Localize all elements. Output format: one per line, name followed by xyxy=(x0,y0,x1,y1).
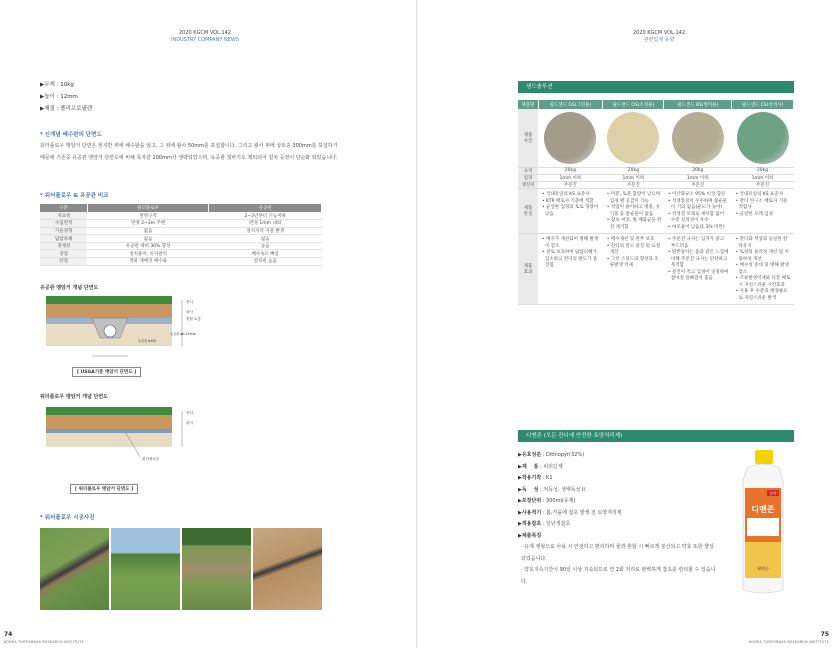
bottle-brand: 디멘존 xyxy=(751,505,775,514)
sand-spec-cell: 주문진 xyxy=(732,182,794,189)
list-item: • 관로 보호하여 답압피해가 감소하고 잔디의 발도가 증진됨 xyxy=(542,250,598,268)
usga-cross-section-diagram xyxy=(40,294,210,369)
sand-sample-photo xyxy=(544,112,596,164)
comparison-table xyxy=(40,204,322,266)
list-item: • 균일한 입경과 토로 형량이 낮음 xyxy=(542,205,599,217)
product-spec: ▶유효성분 : Dithiopyr(32%) xyxy=(518,452,585,458)
list-item: • 석영통질이 우수하며 불순물이 거의 없음(순도가 높아) xyxy=(667,198,728,210)
waterflow-cross-section-diagram xyxy=(40,405,210,463)
sand-product-table xyxy=(518,100,794,305)
sand-row-label: 규격 xyxy=(518,168,538,175)
sand-spec-cell: 1mm 이하 xyxy=(538,175,603,182)
cmp-cell: 2~3년부터 기능저하 xyxy=(209,212,322,220)
list-item: • 잔디 연구소 배토사 기준 적합사 xyxy=(735,198,788,210)
list-item: • 그린 스피드의 향상과 조류발생 억제 xyxy=(606,256,659,268)
sand-photo-cell xyxy=(732,109,794,168)
list-item: • 배수개선 및 관부 보호 xyxy=(606,237,655,242)
cmp-cell: 반경 1mm 내외 xyxy=(209,220,322,228)
list-item: • 잔디의 밀도 증진 및 요철 개선 xyxy=(606,243,661,255)
cmp-cell: 단점 xyxy=(40,258,87,266)
cmp-cell: 작물 재배지 배수용 xyxy=(87,258,209,266)
cmp-cell: 유공관 대비 30% 향상 xyxy=(87,242,209,250)
sand-effect-row-cell xyxy=(538,234,603,305)
sand-spec-cell: 20kg xyxy=(603,168,664,175)
cmp-header: 워터플로우 xyxy=(87,204,209,212)
cmp-cell: 설치지역 자갈 발생 xyxy=(209,227,322,235)
sand-row-label: 입경 xyxy=(518,175,538,182)
fig2-label-waterflow: 워터플로우 xyxy=(142,457,160,461)
fig1-label-mix: 혼합 토층 xyxy=(186,317,202,321)
left-header-section: INDUSTRY COMPANY NEWS xyxy=(170,37,239,43)
sand-feature-row-cell xyxy=(732,189,794,234)
cmp-header: 유공관 xyxy=(209,204,322,212)
sand-effect-row-cell xyxy=(664,234,732,305)
product-spec: ▶작용기작 : K1 xyxy=(518,475,553,481)
construction-photo xyxy=(40,528,109,610)
right-header-section: 관련업계 동향 xyxy=(643,37,675,43)
sand-spec-cell: 주문진 xyxy=(538,182,603,189)
sand-spec-row xyxy=(518,175,794,182)
product-spec: ▶사용적기 : 봄,가을에 잡초 발생 전 토양처리제 xyxy=(518,509,622,516)
sand-sample-photo xyxy=(737,112,789,164)
sand-spec-cell: 20kg xyxy=(538,168,603,175)
fig1-label-pipe: 유공관 ø100 xyxy=(138,339,157,343)
sand-spec-cell: 20kg xyxy=(732,168,794,175)
cmp-row xyxy=(40,235,322,243)
sand-spec-cell: 1mm 이하 xyxy=(603,175,664,182)
spec-weight: ▶무게 : 10kg xyxy=(40,82,74,88)
right-header-vol: 2020 KGCM VOL.142 xyxy=(632,30,686,36)
construction-photo xyxy=(182,528,251,610)
fig2-caption: [ 워터플로우 맹암거 단면도 ] xyxy=(70,484,138,494)
sand-photo-cell xyxy=(538,109,603,168)
cmp-cell: 반영구적 xyxy=(87,212,209,220)
list-item: • 잡초 씨앗, 벌 배출균을 완전 제거함 xyxy=(606,218,662,230)
product-section-title: 디멘존 (모든 잔디에 안전한 토양처리제) xyxy=(518,430,794,442)
sand-effect-row-cell xyxy=(603,234,664,305)
sand-photo-row xyxy=(518,109,794,168)
left-institute: KOREA TURFGRASS RESEARCH INSTITUTE xyxy=(4,640,84,644)
list-item: • 이산화규소 95% 이상 함유 xyxy=(667,192,726,197)
sand-spec-cell: 주문진 xyxy=(664,182,732,189)
product-feature: · 약효지속기간이 90일 이상 지속되므로 연 2회 처리로 완벽하게 잡초를 관리할 수 있습니다. xyxy=(521,567,716,585)
fig2-label-sand: 왕사 xyxy=(186,421,193,425)
cmp-row xyxy=(40,227,322,235)
dimenjon-bottle-image xyxy=(733,448,793,598)
cmp-header: 구분 xyxy=(40,204,87,212)
list-item: • 주문진 규사는 입자가 굵고 부드러움 xyxy=(667,237,725,249)
list-item: • 착업이 용이하고 병충, 유기물 등 불순물이 없음 xyxy=(606,205,661,217)
cmp-cell: 없음 xyxy=(87,227,209,235)
sand-photo-cell xyxy=(664,109,732,168)
sand-sample-photo xyxy=(607,112,659,164)
fig2-label-turf: 잔디 xyxy=(186,411,193,415)
product-spec: ▶독 성 : 저독성, 생태독성 II xyxy=(518,486,585,493)
cmp-row xyxy=(40,250,322,258)
list-item: • 국내유일의 KS 표준사 xyxy=(542,192,590,197)
fig1-title: 유공관 맹암거 개념 단면도 xyxy=(40,285,99,291)
product-spec: ▶제품특징 xyxy=(518,532,542,539)
sand-spec-row xyxy=(518,168,794,175)
sand-header: 필드샌드 GS(그린용) xyxy=(538,100,603,109)
cmp-cell: 지표성 xyxy=(40,212,87,220)
spec-height: ▶높이 : 12mm xyxy=(40,94,78,100)
left-header xyxy=(150,30,260,44)
list-item: • KTR 배토사 기준에 적합 xyxy=(542,198,594,204)
sand-spec-cell: 1mm 이하 xyxy=(664,175,732,182)
list-item: • 분진이 적고 입경이 일정하여 잡아질 플빠짐이 좋음 xyxy=(667,269,729,281)
cmp-cell: 기울경형 xyxy=(40,227,87,235)
sand-row-label: 생산지 xyxy=(518,182,538,189)
sand-photo-cell xyxy=(603,109,664,168)
product-spec: ▶포장단위 : 300ml(유제) xyxy=(518,498,576,504)
cmp-cell: 없음 xyxy=(87,235,209,243)
product-feature: · 유제 제형으로 사용 시 안전하고 편리하며 물과 혼합 시 빠르게 분산되고 약효 또한 향상되었습니다. xyxy=(521,544,714,562)
list-item: • 잔디와 색상과 동일한 칼라유지 xyxy=(735,237,788,249)
spec-material: ▶재질 : 폴리프로필렌 xyxy=(40,106,93,112)
sand-row-label: 제품 효과 xyxy=(518,234,538,305)
sand-row-label: 제품 사진 xyxy=(518,109,538,168)
product-spec: ▶적용잡초 : 일년생잡초 xyxy=(518,521,571,527)
cmp-cell: 경제성 xyxy=(40,242,87,250)
construction-photos xyxy=(40,528,322,610)
list-item: • 사용 후 수분과 태양광으로 자연스러운 발색 xyxy=(735,289,788,301)
sand-row-label: 제품 특징 xyxy=(518,189,538,234)
cmp-cell: 배수속도 빠름 xyxy=(209,250,322,258)
list-item: • 균일한 모래 입경 xyxy=(735,211,773,217)
cmp-row xyxy=(40,242,322,250)
left-page xyxy=(0,0,417,648)
cmp-row xyxy=(40,258,322,266)
sand-effect-row-cell xyxy=(732,234,794,305)
left-header-vol: 2020 KGCM VOL.142 xyxy=(178,30,232,36)
cmp-cell: 수집면적 xyxy=(40,220,87,228)
right-page-number: 75 xyxy=(820,631,829,638)
product-details xyxy=(518,450,718,588)
left-page-number: 74 xyxy=(4,631,13,638)
sand-spec-cell: 20kg xyxy=(664,168,732,175)
sand-feature-row-cell xyxy=(603,189,664,234)
cmp-cell: 없음 xyxy=(209,235,322,243)
right-page xyxy=(418,0,835,648)
sand-feature-row xyxy=(518,189,794,234)
list-item: • 토양의 물리성 개선 및 이용하성 개선 xyxy=(735,250,789,262)
fig1-caption: [ USGA기준 맹암거 단면도 ] xyxy=(72,367,141,377)
sand-spec-row xyxy=(518,182,794,189)
section1-title: * 신개념 배수판의 단면도 xyxy=(40,132,102,138)
sand-header: 필드샌드 BS(벙커용) xyxy=(664,100,732,109)
sand-header: 필드샌드 OS(조경용) xyxy=(603,100,664,109)
sand-spec-cell: 1mm 이하 xyxy=(732,175,794,182)
fig1-label-sand: 왕사 xyxy=(186,310,193,314)
sand-feature-row-cell xyxy=(538,189,603,234)
sand-feature-row-cell xyxy=(664,189,732,234)
fig2-title: 워터플로우 맹암거 개념 단면도 xyxy=(40,394,109,400)
right-header xyxy=(604,30,714,44)
list-item: • 배수성 증대 및 병해 발생 감소 xyxy=(735,263,789,275)
list-item: • 조류발생억제와 디봇 배토시 자연스러운 시각효과 xyxy=(735,276,791,288)
cmp-cell: 높음 xyxy=(209,242,322,250)
list-item: • 미분, 토분 함량이 낮으며 입경 별 공급이 가능 xyxy=(606,192,661,204)
list-item: • 배수가 개선되어 병해 발생이 감소 xyxy=(542,237,599,249)
cmp-cell: 설치비 높음 xyxy=(209,258,322,266)
cmp-cell: 답압파쇄 xyxy=(40,235,87,243)
sand-header: 필드샌드 CS(착색사) xyxy=(732,100,794,109)
fig1-label-turf: 잔디 xyxy=(186,300,193,304)
cmp-row xyxy=(40,220,322,228)
section3-title: * 워터플로우 시공사진 xyxy=(40,515,95,521)
bottle-badge: 농약 xyxy=(769,491,777,496)
sand-header: 제품명 xyxy=(518,100,538,109)
section1-text: 워터플로우 맹암거 단면은 현지반 위에 배수판을 얹고, 그 위에 왕사 50mm를 포설합니다. 그리고 왕사 위에 상토층 300mm를 포설하기 때문에 기존중 유공관 맹암거 단면도에 비해 폭자갈 100mm가 생략되었으며, 유공관 첫파기도 제외되어 설치 공정이 단순화 되었습니다. xyxy=(40,143,338,161)
cmp-row xyxy=(40,212,322,220)
cmp-cell: 장점 xyxy=(40,250,87,258)
construction-photo xyxy=(111,528,180,610)
list-item: • 국내유일의 KS 표준사 xyxy=(735,192,784,197)
sand-effect-row xyxy=(518,234,794,305)
list-item: • 마모율이 낮음(1.3% 미만) xyxy=(667,224,725,230)
construction-photo xyxy=(253,528,322,610)
list-item: • 탈반갈사는 흡과 같은 느낌에 비해 주문진 규사는 단단하고 묵직함 xyxy=(667,250,729,268)
sand-spec-cell: 주문진 xyxy=(603,182,664,189)
list-item: • 석영질 모래로 세이함 없이 수분 실리성이 우수 xyxy=(667,211,725,223)
sand-section-title: 샌드솔루션 xyxy=(518,81,794,93)
fig1-label-pipe-size: 유공관 φd-25mm xyxy=(170,332,196,336)
right-institute: KOREA TURFGRASS RESEARCH INSTITUTE xyxy=(749,640,829,644)
cmp-cell: 반경 2~3m 주변 xyxy=(87,220,209,228)
bottle-maker: 팜한농 xyxy=(757,566,769,571)
section2-title: * 워터플로우 & 유공관 비교 xyxy=(40,193,109,199)
product-spec: ▶계 통 : 피리딘계 xyxy=(518,463,563,470)
sand-sample-photo xyxy=(672,112,724,164)
cmp-cell: 설치용이, 유지관리 xyxy=(87,250,209,258)
